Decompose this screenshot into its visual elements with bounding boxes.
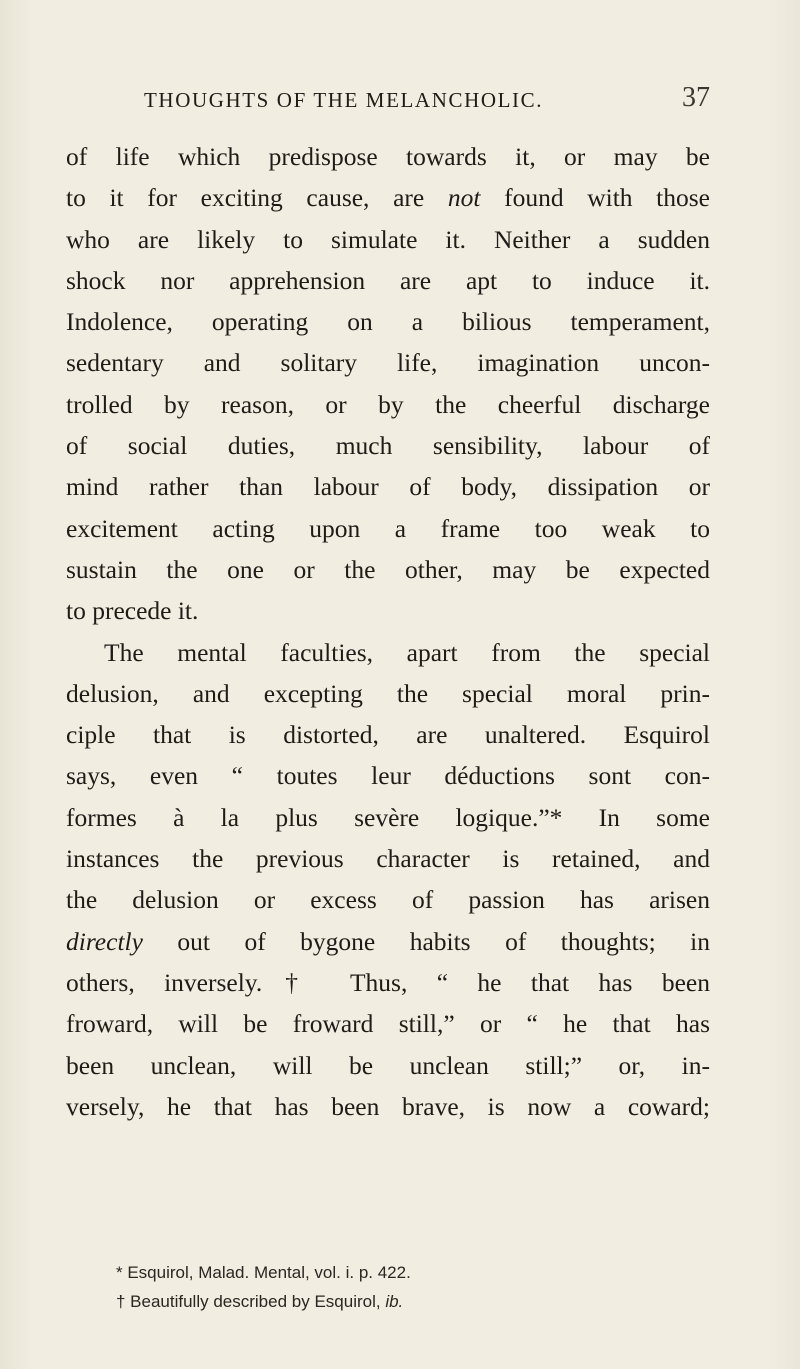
footnote: * Esquirol, Malad. Mental, vol. i. p. 422.	[116, 1263, 411, 1282]
text-line: of life which predispose towards it, or may be	[66, 142, 710, 171]
text-line: of social duties, much sensibility, labour of	[66, 431, 710, 461]
text-line: sustain the one or the other, may be expected	[66, 554, 710, 584]
text-line: others, inversely.† Thus, “ he that has been	[66, 967, 710, 997]
text-line: versely, he that has been brave, is now a coward;	[66, 1091, 710, 1121]
text-line: trolled by reason, or by the cheerful discharge	[66, 389, 710, 419]
emphasis: not	[447, 183, 481, 213]
text-line: instances the previous character is retained, and	[66, 844, 710, 874]
footnote: † Beautifully described by Esquirol, ib.	[116, 1292, 404, 1311]
emphasis: directly	[66, 926, 143, 956]
page-number: 37	[682, 82, 710, 113]
text-line: says, even “ toutes leur déductions sont con-	[66, 761, 710, 791]
text-line: froward, will be froward still,” or “ he that has	[66, 1009, 710, 1039]
footnotes	[88, 1258, 708, 1316]
text-line: directly out of bygone habits of thoughts; in	[66, 926, 711, 956]
text-line: the delusion or excess of passion has arisen	[66, 885, 710, 915]
text-line: mind rather than labour of body, dissipation or	[66, 472, 710, 502]
text-line: excitement acting upon a frame too weak to	[66, 513, 710, 543]
body-text	[66, 136, 710, 1127]
text-line: been unclean, will be unclean still;” or, in-	[66, 1050, 710, 1080]
text-line: formes à la plus sevère logique.”* In some	[66, 802, 710, 832]
text-line: shock nor apprehension are apt to induce it.	[66, 265, 710, 295]
text-line: who are likely to simulate it. Neither a sudden	[66, 224, 710, 254]
text-line: sedentary and solitary life, imagination uncon-	[66, 348, 710, 378]
running-title: THOUGHTS OF THE MELANCHOLIC.	[144, 88, 544, 112]
text-line: delusion, and excepting the special moral prin-	[66, 678, 710, 708]
text-line: Indolence, operating on a bilious temperament,	[66, 307, 710, 337]
text-line: ciple that is distorted, are unaltered. Esquirol	[66, 720, 710, 750]
running-head	[88, 82, 710, 118]
text-line: to it for exciting cause, are not found with those	[66, 183, 711, 213]
text-line: The mental faculties, apart from the special	[104, 637, 710, 667]
text-line: to precede it.	[66, 596, 199, 626]
